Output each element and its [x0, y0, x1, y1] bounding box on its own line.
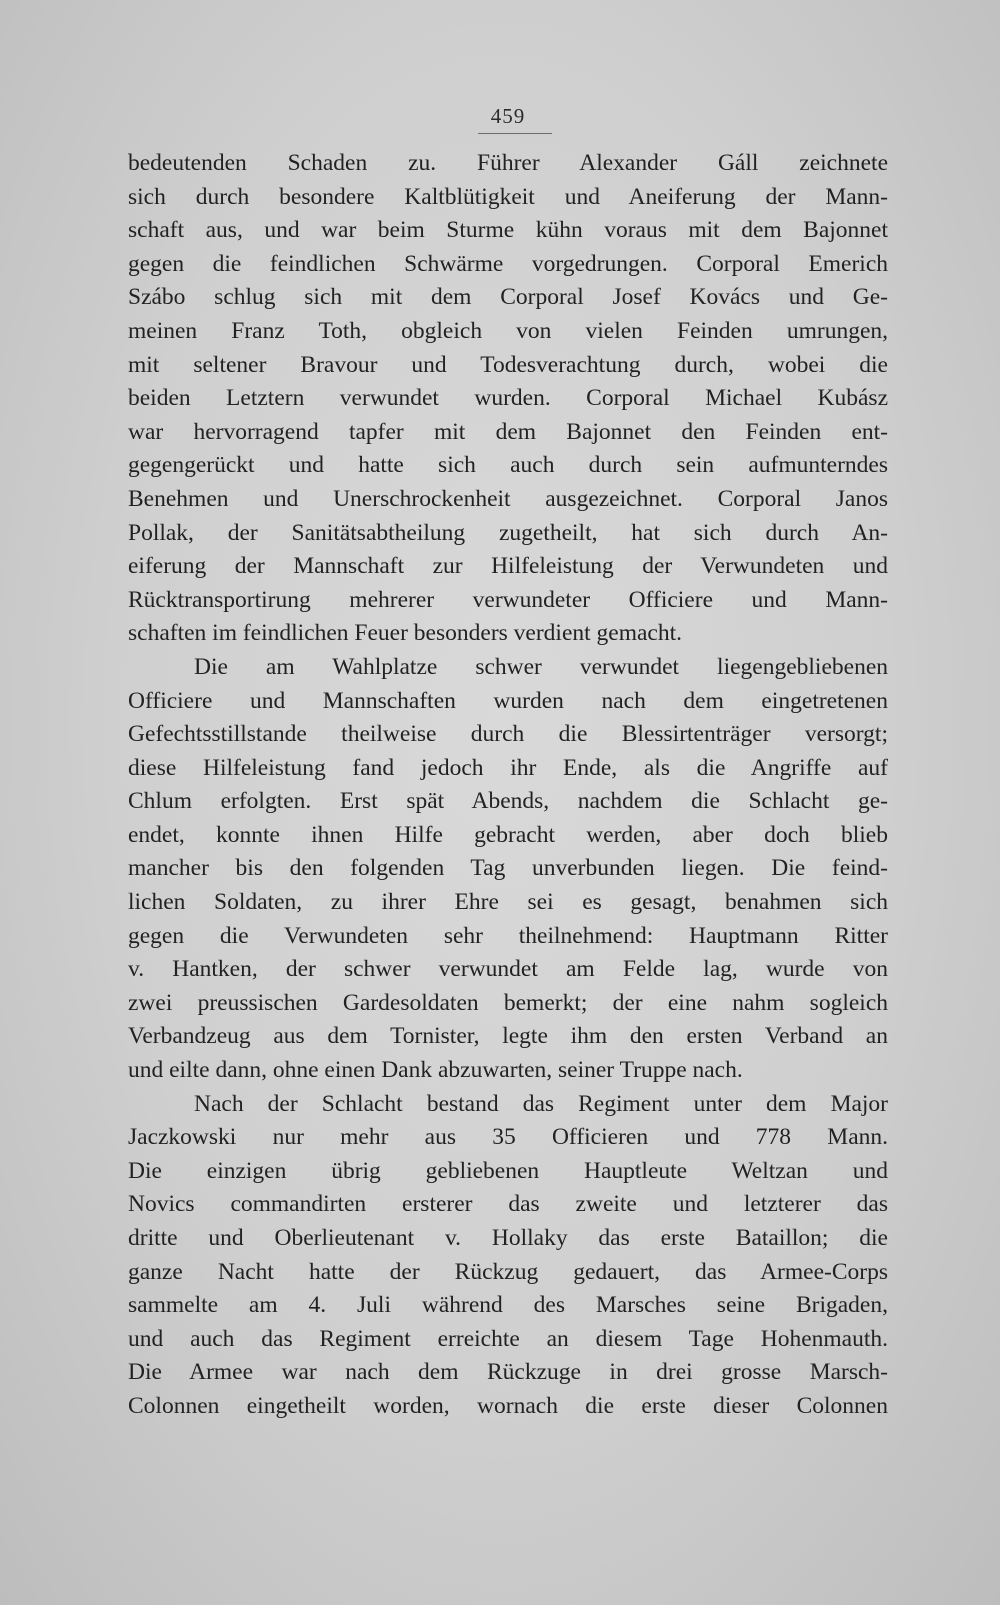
text-line: schaften im feindlichen Feuer besonders verdient gemacht. [128, 620, 683, 647]
text-line: Novics commandirten ersterer das zweite und letzterer das [128, 1191, 888, 1218]
header-rule [478, 133, 552, 134]
text-line: meinen Franz Toth, obgleich von vielen Feinden umrungen, [128, 317, 888, 344]
text-line: dritte und Oberlieutenant v. Hollaky das erste Bataillon; die [128, 1225, 888, 1251]
text-line: bedeutenden Schaden zu. Führer Alexander Gáll zeichnete [128, 150, 888, 176]
text-line: Benehmen und Unerschrockenheit ausgezeichnet. Corporal Janos [128, 485, 888, 512]
text-line: zwei preussischen Gardesoldaten bemerkt; der eine nahm sogleich [128, 989, 888, 1016]
text-line: v. Hantken, der schwer verwundet am Felde lag, wurde von [128, 956, 888, 983]
text-line: lichen Soldaten, zu ihrer Ehre sei es gesagt, benahmen sich [128, 889, 888, 916]
text-line: Rücktransportirung mehrerer verwundeter Officiere und Mann- [128, 586, 888, 613]
text-line: mancher bis den folgenden Tag unverbunden liegen. Die feind- [128, 855, 888, 882]
page-number: 459 [490, 104, 526, 128]
text-line: Colonnen eingetheilt worden, wornach die erste dieser Colonnen [128, 1392, 888, 1419]
text-line: Officiere und Mannschaften wurden nach dem eingetretenen [128, 687, 888, 714]
body-text [128, 147, 888, 1424]
text-line: Verbandzeug aus dem Tornister, legte ihm den ersten Verband an [128, 1023, 888, 1050]
text-line: beiden Letztern verwundet wurden. Corporal Michael Kubász [128, 385, 888, 412]
text-line: Gefechtsstillstande theilweise durch die Blessirtenträger versorgt; [128, 721, 888, 748]
text-line: diese Hilfeleistung fand jedoch ihr Ende, als die Angriffe auf [128, 754, 888, 781]
text-line: Die am Wahlplatze schwer verwundet liegengebliebenen [194, 653, 888, 680]
text-line: endet, konnte ihnen Hilfe gebracht werden, aber doch blieb [128, 821, 888, 848]
text-line: gegen die Verwundeten sehr theilnehmend: Hauptmann Ritter [128, 922, 888, 949]
text-line: Pollak, der Sanitätsabtheilung zugetheilt, hat sich durch An- [128, 519, 888, 546]
text-line: Die einzigen übrig gebliebenen Hauptleute Weltzan und [128, 1157, 888, 1184]
text-line: ganze Nacht hatte der Rückzug gedauert, das Armee-Corps [128, 1258, 888, 1285]
text-line: und auch das Regiment erreichte an diesem Tage Hohenmauth. [128, 1325, 888, 1352]
text-line: Die Armee war nach dem Rückzuge in drei grosse Marsch- [128, 1359, 888, 1386]
text-line: gegengerückt und hatte sich auch durch sein aufmunterndes [128, 452, 888, 479]
text-line: Szábo schlug sich mit dem Corporal Josef Kovács und Ge- [128, 284, 888, 311]
text-line: Jaczkowski nur mehr aus 35 Officieren und 778 Mann. [128, 1124, 888, 1151]
text-line: eiferung der Mannschaft zur Hilfeleistung der Verwundeten und [128, 553, 888, 580]
text-line: gegen die feindlichen Schwärme vorgedrungen. Corporal Emerich [128, 250, 888, 277]
text-line: sich durch besondere Kaltblütigkeit und Aneiferung der Mann- [128, 183, 888, 210]
text-line: und eilte dann, ohne einen Dank abzuwarten, seiner Truppe nach. [128, 1057, 743, 1084]
text-line: war hervorragend tapfer mit dem Bajonnet den Feinden ent- [128, 418, 888, 445]
text-line: mit seltener Bravour und Todesverachtung durch, wobei die [128, 351, 888, 378]
text-line: Nach der Schlacht bestand das Regiment unter dem Major [194, 1090, 888, 1117]
text-line: Chlum erfolgten. Erst spät Abends, nachdem die Schlacht ge- [128, 788, 888, 815]
text-line: sammelte am 4. Juli während des Marsches seine Brigaden, [128, 1292, 888, 1319]
text-line: schaft aus, und war beim Sturme kühn voraus mit dem Bajonnet [128, 217, 888, 244]
